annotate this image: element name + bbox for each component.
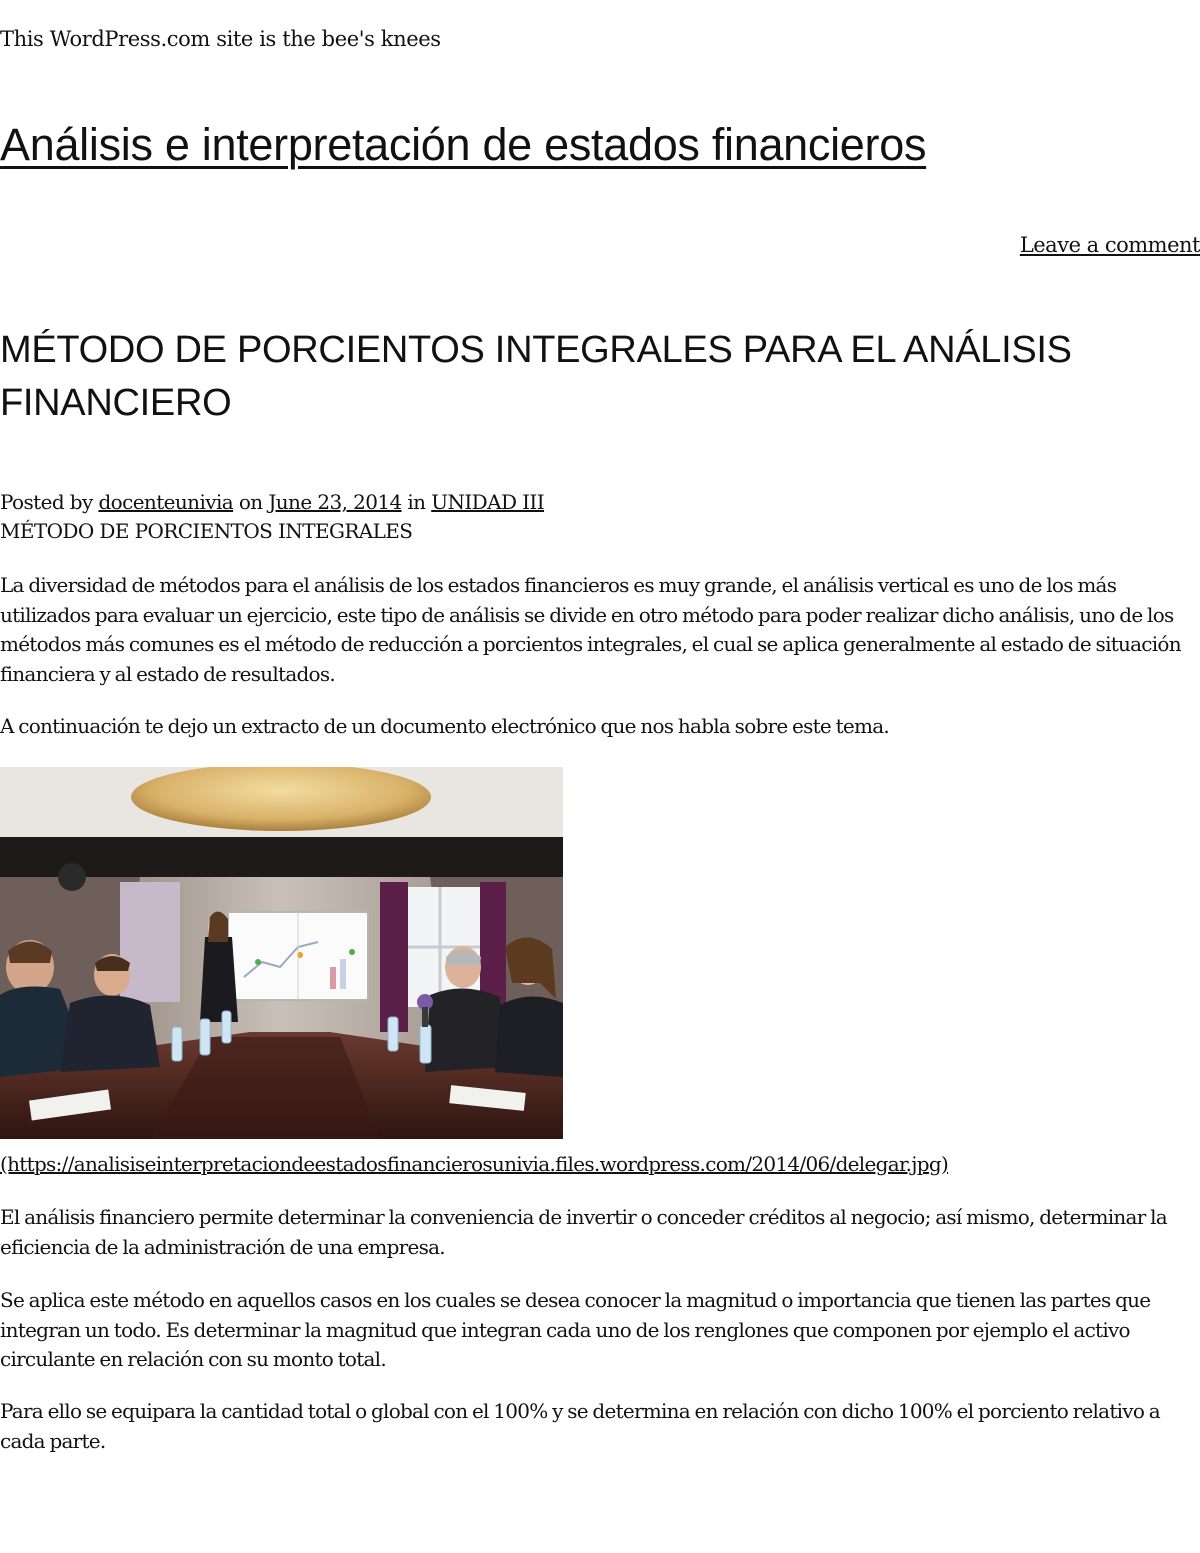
date-link[interactable]: June 23, 2014 bbox=[268, 490, 402, 514]
paragraph-percent-relation: Para ello se equipara la cantidad total o global con el 100% y se determina en relación con dicho 100% el porciento relativo a cada parte. bbox=[0, 1399, 1160, 1453]
paragraph-method-application: Se aplica este método en aquellos casos en los cuales se desea conocer la magnitud o importancia que tienen las partes que integran un todo. Es determinar la magnitud que integran cada uno de los renglones que componen por ejemplo el activo circulante en relación con su monto total. bbox=[0, 1288, 1151, 1371]
byline-in: in bbox=[407, 490, 426, 514]
paragraph-extract-note: A continuación te dejo un extracto de un documento electrónico que nos habla sobre este tema. bbox=[0, 714, 889, 738]
byline-on: on bbox=[238, 490, 263, 514]
byline-posted-by: Posted by bbox=[0, 490, 93, 514]
image-source-link[interactable]: (https://analisiseinterpretaciondeestadosfinancierosunivia.files.wordpress.com/2014/06/delegar.jpg) bbox=[0, 1152, 949, 1176]
category-link[interactable]: UNIDAD III bbox=[431, 490, 545, 514]
post-title: MÉTODO DE PORCIENTOS INTEGRALES PARA EL ANÁLISIS FINANCIERO bbox=[0, 329, 1072, 424]
meeting-photo[interactable] bbox=[0, 767, 563, 1139]
leave-comment-link[interactable]: Leave a comment bbox=[1019, 233, 1200, 257]
paragraph-analysis: El análisis financiero permite determinar la conveniencia de invertir o conceder créditos al negocio; así mismo, determinar la eficiencia de la administración de una empresa. bbox=[0, 1205, 1167, 1259]
site-title-link[interactable]: Análisis e interpretación de estados financieros bbox=[0, 119, 927, 170]
post-subheading: MÉTODO DE PORCIENTOS INTEGRALES bbox=[0, 519, 413, 543]
paragraph-intro: La diversidad de métodos para el análisis de los estados financieros es muy grande, el análisis vertical es uno de los más utilizados para evaluar un ejercicio, este tipo de análisis se divide en otro método para poder realizar dicho análisis, uno de los métodos más comunes es el método de reducción a porcientos integrales, el cual se aplica generalmente al estado de situación financiera y al estado de resultados. bbox=[0, 573, 1181, 686]
site-tagline: This WordPress.com site is the bee's knees bbox=[0, 27, 441, 51]
post-byline bbox=[0, 487, 544, 517]
author-link[interactable]: docenteunivia bbox=[98, 490, 234, 514]
